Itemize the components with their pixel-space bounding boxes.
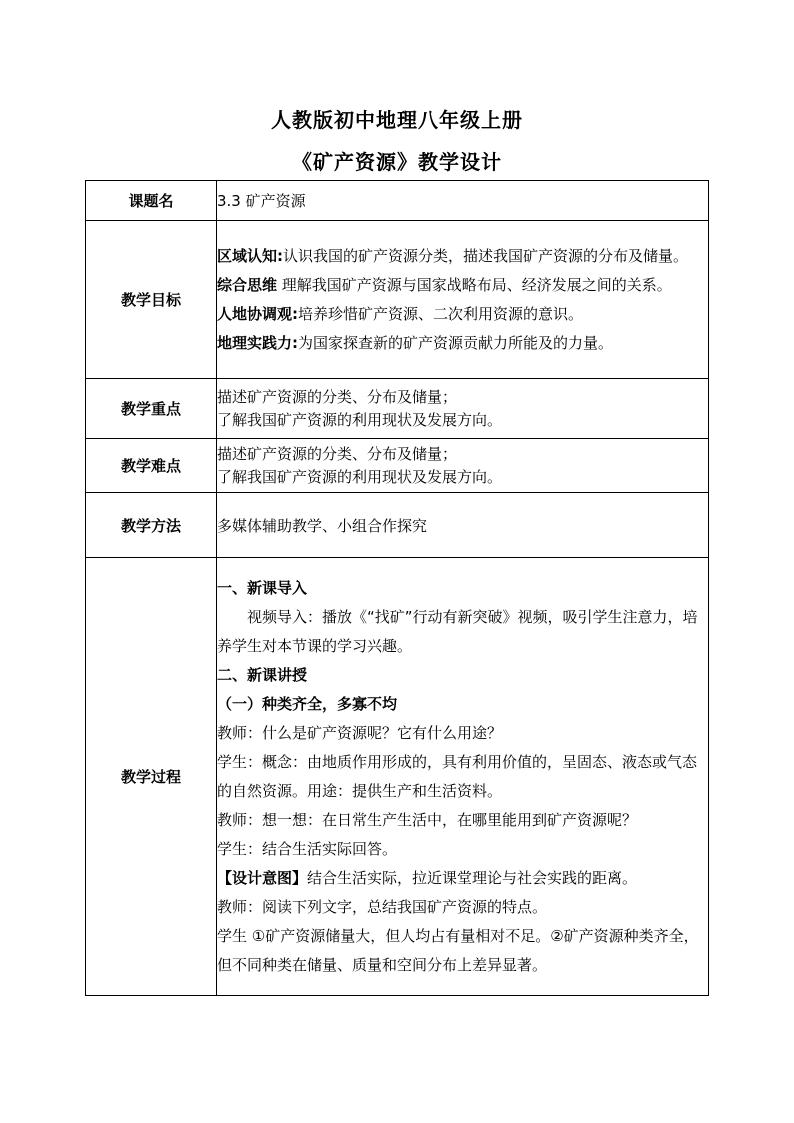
design-intent-text: 结合生活实际，拉近课堂理论与社会实践的距离。 — [307, 868, 638, 887]
goal-text: 为国家探查新的矿产资源贡献力所能及的力量。 — [298, 333, 614, 352]
paragraph: 教师：什么是矿产资源呢？它有什么用途？ — [217, 723, 503, 742]
section-heading: 二、新课讲授 — [217, 665, 308, 684]
difficulty-cell — [217, 439, 709, 493]
lesson-plan-table — [85, 180, 709, 996]
goal-heading: 地理实践力: — [217, 333, 298, 352]
paragraph: 学生：概念：由地质作用形成的，具有利用价值的，呈固态、液态或气态的自然资源。用途：提供生产和生活资料。 — [217, 752, 698, 800]
goal-item — [217, 271, 708, 300]
paragraph: 学生：结合生活实际回答。 — [217, 839, 398, 858]
paragraph — [217, 864, 708, 893]
goal-item — [217, 329, 708, 358]
document-subtitle: 《矿产资源》教学设计 — [292, 150, 502, 174]
table-row-goals — [86, 221, 709, 379]
topic-label: 课题名 — [86, 181, 217, 221]
process-cell — [217, 558, 709, 996]
paragraph: 学生 ①矿产资源储量大，但人均占有量相对不足。②矿产资源种类齐全，但不同种类在储量、质量和空间分布上差异显著。 — [217, 926, 699, 974]
difficulty-label: 教学难点 — [86, 439, 217, 493]
method-label: 教学方法 — [86, 493, 217, 558]
table-row-topic — [86, 181, 709, 221]
subsection-heading: （一）种类齐全，多寡不均 — [217, 694, 398, 713]
goal-text: 认识我国的矿产资源分类，描述我国矿产资源的分布及储量。 — [283, 246, 689, 265]
goal-text: 理解我国矿产资源与国家战略布局、经济发展之间的关系。 — [277, 275, 672, 294]
paragraph: 视频导入：播放《“找矿”行动有新突破》视频，吸引学生注意力，培养学生对本节课的学习兴趣。 — [217, 607, 698, 655]
focus-label: 教学重点 — [86, 379, 217, 439]
table-row-focus — [86, 379, 709, 439]
goals-cell — [217, 221, 709, 379]
focus-line: 了解我国矿产资源的利用现状及发展方向。 — [217, 410, 503, 429]
process-label: 教学过程 — [86, 558, 217, 996]
design-intent-tag: 【设计意图】 — [217, 868, 308, 887]
table-row-method — [86, 493, 709, 558]
goal-item — [217, 300, 708, 329]
table-row-difficulty — [86, 439, 709, 493]
paragraph: 教师：想一想：在日常生产生活中，在哪里能用到矿产资源呢？ — [217, 810, 638, 829]
table-row-process — [86, 558, 709, 996]
document-title: 人教版初中地理八年级上册 — [271, 108, 523, 132]
goal-text: 培养珍惜矿产资源、二次利用资源的意识。 — [298, 304, 584, 323]
difficulty-line: 描述矿产资源的分类、分布及储量； — [217, 444, 458, 463]
paragraph: 教师：阅读下列文字，总结我国矿产资源的特点。 — [217, 897, 548, 916]
goal-item — [217, 242, 708, 271]
focus-cell — [217, 379, 709, 439]
section-heading: 一、新课导入 — [217, 578, 308, 597]
goal-heading: 人地协调观: — [217, 304, 298, 323]
topic-value: 3.3 矿产资源 — [217, 181, 709, 221]
difficulty-line: 了解我国矿产资源的利用现状及发展方向。 — [217, 467, 503, 486]
focus-line: 描述矿产资源的分类、分布及储量； — [217, 387, 458, 406]
goals-label: 教学目标 — [86, 221, 217, 379]
method-value: 多媒体辅助教学、小组合作探究 — [217, 493, 709, 558]
goal-heading: 综合思维 — [217, 275, 278, 294]
goal-heading: 区域认知: — [217, 246, 283, 265]
